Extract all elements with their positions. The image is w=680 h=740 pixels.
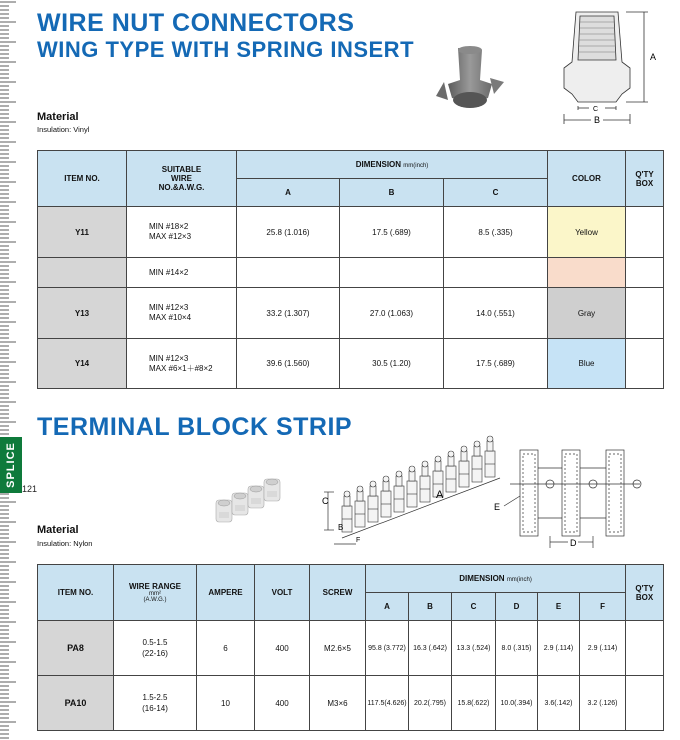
cell-item-no: PA10 bbox=[38, 676, 114, 731]
cell-color: Gray bbox=[548, 288, 626, 339]
tb-header-item-no: ITEM NO. bbox=[38, 565, 114, 621]
cell-dim-c: 13.3 (.524) bbox=[452, 621, 496, 676]
cell-dim-a: 117.5(4.626) bbox=[366, 676, 409, 731]
cell-ampere: 6 bbox=[197, 621, 255, 676]
header-qty-box: Q'TY BOX bbox=[626, 151, 664, 207]
cell-dim-c: 15.8(.622) bbox=[452, 676, 496, 731]
cell-qty-box bbox=[626, 339, 664, 389]
header-dim-c: C bbox=[444, 179, 548, 207]
section-tab-label: SPLICE bbox=[5, 442, 17, 488]
wire-nut-material-label: Material bbox=[37, 111, 79, 123]
table-row bbox=[38, 258, 664, 288]
cell-volt: 400 bbox=[255, 676, 310, 731]
cell-item-no bbox=[38, 258, 127, 288]
cell-dim-c: 14.0 (.551) bbox=[444, 288, 548, 339]
cell-color: Yellow bbox=[548, 207, 626, 258]
tb-header-dimension: DIMENSION mm(inch) bbox=[366, 565, 626, 593]
table-row bbox=[38, 288, 664, 339]
cell-qty-box bbox=[626, 621, 664, 676]
cell-screw: M2.6×5 bbox=[310, 621, 366, 676]
wire-nut-title: WIRE NUT CONNECTORS bbox=[37, 9, 355, 37]
dim-label-c: C bbox=[593, 106, 599, 113]
cell-dim-c: 8.5 (.335) bbox=[444, 207, 548, 258]
strip-label-b: B bbox=[338, 523, 344, 532]
cell-dim-b bbox=[340, 258, 444, 288]
header-suitable-wire: SUITABLE WIRE NO.&A.W.G. bbox=[127, 151, 237, 207]
terminal-block-top-view-diagram bbox=[490, 440, 670, 552]
wire-nut-dimension-diagram bbox=[556, 6, 664, 128]
cell-dim-a: 33.2 (1.307) bbox=[237, 288, 340, 339]
terminal-block-spec-table bbox=[37, 564, 664, 731]
cell-wire-range: 1.5-2.5 (16-14) bbox=[114, 676, 197, 731]
cell-qty-box bbox=[626, 676, 664, 731]
cell-dim-b: 30.5 (1.20) bbox=[340, 339, 444, 389]
dim-label-a: A bbox=[650, 52, 657, 62]
page-edge-ruler bbox=[0, 0, 22, 740]
table-row bbox=[38, 621, 664, 676]
header-dim-a: A bbox=[237, 179, 340, 207]
tb-header-dim-f: F bbox=[580, 593, 626, 621]
strip-label-c: C bbox=[322, 496, 329, 506]
section-tab bbox=[0, 437, 22, 493]
cell-item-no: Y13 bbox=[38, 288, 127, 339]
cell-dim-f: 2.9 (.114) bbox=[580, 621, 626, 676]
cell-dim-b: 27.0 (1.063) bbox=[340, 288, 444, 339]
wire-nut-material-value: Insulation: Vinyl bbox=[37, 125, 90, 134]
cell-dim-c bbox=[444, 258, 548, 288]
cell-ampere: 10 bbox=[197, 676, 255, 731]
cell-dim-a: 39.6 (1.560) bbox=[237, 339, 340, 389]
tb-header-ampere: AMPERE bbox=[197, 565, 255, 621]
cell-suitable-wire: MIN #18×2 MAX #12×3 bbox=[127, 207, 237, 258]
cell-suitable-wire: MIN #12×3 MAX #6×1＋#8×2 bbox=[127, 339, 237, 389]
cell-dim-b: 16.3 (.642) bbox=[409, 621, 452, 676]
top-view-label-e: E bbox=[494, 502, 501, 512]
tb-header-dim-e: E bbox=[538, 593, 580, 621]
strip-label-f: F bbox=[356, 537, 361, 544]
cell-dim-c: 17.5 (.689) bbox=[444, 339, 548, 389]
cell-color: Blue bbox=[548, 339, 626, 389]
cell-dim-d: 8.0 (.315) bbox=[496, 621, 538, 676]
cell-item-no: PA8 bbox=[38, 621, 114, 676]
header-color: COLOR bbox=[548, 151, 626, 207]
wire-nut-spec-table bbox=[37, 150, 664, 389]
tb-header-screw: SCREW bbox=[310, 565, 366, 621]
dim-label-b: B bbox=[594, 115, 601, 125]
cell-wire-range: 0.5-1.5 (22-16) bbox=[114, 621, 197, 676]
tb-header-volt: VOLT bbox=[255, 565, 310, 621]
cell-qty-box bbox=[626, 288, 664, 339]
table-row bbox=[38, 207, 664, 258]
cell-dim-e: 2.9 (.114) bbox=[538, 621, 580, 676]
header-dimension: DIMENSION mm(inch) bbox=[237, 151, 548, 179]
tb-header-dim-a: A bbox=[366, 593, 409, 621]
cell-dim-d: 10.0(.394) bbox=[496, 676, 538, 731]
header-item-no: ITEM NO. bbox=[38, 151, 127, 207]
cell-volt: 400 bbox=[255, 621, 310, 676]
terminal-block-material-label: Material bbox=[37, 524, 79, 536]
cell-screw: M3×6 bbox=[310, 676, 366, 731]
cell-dim-a bbox=[237, 258, 340, 288]
cell-suitable-wire: MIN #12×3 MAX #10×4 bbox=[127, 288, 237, 339]
terminal-block-material-value: Insulation: Nylon bbox=[37, 539, 93, 548]
cell-qty-box bbox=[626, 258, 664, 288]
wire-nut-subtitle: WING TYPE WITH SPRING INSERT bbox=[37, 37, 415, 62]
tb-header-dim-b: B bbox=[409, 593, 452, 621]
cell-dim-a: 95.8 (3.772) bbox=[366, 621, 409, 676]
cell-color bbox=[548, 258, 626, 288]
tb-header-dim-d: D bbox=[496, 593, 538, 621]
cell-dim-b: 17.5 (.689) bbox=[340, 207, 444, 258]
page-number: 121 bbox=[22, 484, 38, 494]
terminal-block-dimension-diagram bbox=[320, 420, 510, 550]
strip-label-a: A bbox=[436, 489, 444, 501]
cell-item-no: Y11 bbox=[38, 207, 127, 258]
cell-item-no: Y14 bbox=[38, 339, 127, 389]
terminal-block-photo bbox=[210, 470, 290, 528]
tb-header-qty-box: Q'TY BOX bbox=[626, 565, 664, 621]
cell-qty-box bbox=[626, 207, 664, 258]
top-view-label-d: D bbox=[570, 538, 577, 548]
cell-suitable-wire: MIN #14×2 bbox=[127, 258, 237, 288]
cell-dim-f: 3.2 (.126) bbox=[580, 676, 626, 731]
tb-header-dim-c: C bbox=[452, 593, 496, 621]
table-row bbox=[38, 339, 664, 389]
cell-dim-b: 20.2(.795) bbox=[409, 676, 452, 731]
table-row bbox=[38, 676, 664, 731]
terminal-block-title: TERMINAL BLOCK STRIP bbox=[37, 413, 353, 441]
header-dim-b: B bbox=[340, 179, 444, 207]
cell-dim-a: 25.8 (1.016) bbox=[237, 207, 340, 258]
wire-nut-photo bbox=[430, 40, 510, 120]
cell-dim-e: 3.6(.142) bbox=[538, 676, 580, 731]
tb-header-wire-range: WIRE RANGE mm² (A.W.G.) bbox=[114, 565, 197, 621]
